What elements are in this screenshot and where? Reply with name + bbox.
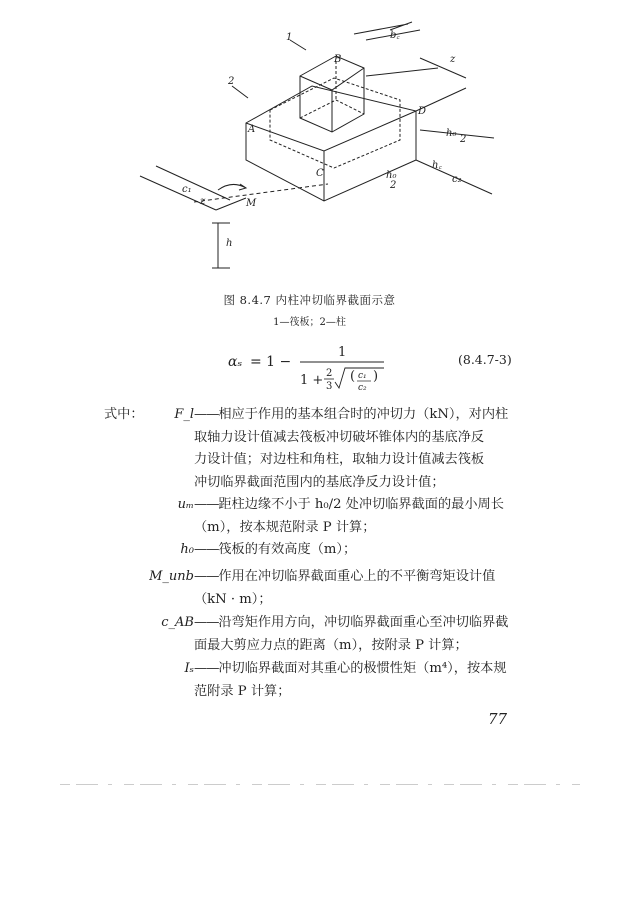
label-z-right: z bbox=[450, 54, 456, 65]
label-leaders bbox=[232, 40, 306, 98]
figure-legend: 1—筏板；2—柱 bbox=[273, 317, 346, 328]
label-h0-a: h₀ bbox=[446, 128, 457, 139]
paren-left: ( bbox=[350, 369, 356, 384]
label-M: M bbox=[246, 198, 257, 209]
term-um: uₘ bbox=[177, 497, 194, 512]
def-Is: ——冲切临界截面对其重心的极惯性矩（m⁴），按本规 范附录 P 计算； bbox=[194, 661, 507, 699]
label-1: 1 bbox=[286, 32, 293, 43]
formula-den-one: 1 + bbox=[300, 373, 324, 388]
label-hc: h꜀ bbox=[432, 160, 442, 171]
column-punching-figure bbox=[120, 18, 520, 280]
equation-number: (8.4.7-3) bbox=[458, 352, 512, 367]
definitions-intro: 式中： bbox=[104, 407, 144, 422]
dimension-c1 bbox=[140, 166, 246, 210]
label-C: C bbox=[316, 168, 324, 179]
formula-8-4-7-3 bbox=[228, 340, 418, 392]
label-bc: b꜀ bbox=[390, 30, 400, 41]
label-D: D bbox=[418, 106, 427, 117]
page-number: 77 bbox=[488, 710, 508, 728]
formula-c2: c₂ bbox=[358, 383, 367, 392]
formula-three: 3 bbox=[326, 381, 333, 392]
label-h0-b: h₀ bbox=[386, 170, 397, 181]
label-A: A bbox=[248, 124, 256, 135]
def-Fl: ——相应于作用的基本组合时的冲切力（kN），对内柱 取轴力设计值减去筏板冲切破坏锥体内的基底净反 力设计值；对边柱和角柱，取轴力设计值减去筏板 冲切临界截面范围内的基底净反力设计值； bbox=[194, 407, 509, 490]
label-2: 2 bbox=[228, 76, 235, 87]
label-B: B bbox=[334, 54, 342, 65]
term-h0: h₀ bbox=[180, 542, 194, 557]
term-Munb: M_unb bbox=[149, 569, 194, 584]
term-Fl: F_l bbox=[174, 407, 194, 422]
formula-two: 2 bbox=[326, 368, 333, 379]
label-h: h bbox=[226, 238, 233, 249]
def-Munb: ——作用在冲切临界截面重心上的不平衡弯矩设计值 （kN · m）； bbox=[194, 569, 496, 607]
def-um: ——距柱边缘不小于 h₀/2 处冲切临界截面的最小周长 （m），按本规范附录 P 计算； bbox=[194, 497, 504, 535]
paren-right: ) bbox=[373, 369, 379, 384]
def-cAB: ——沿弯矩作用方向，冲切临界截面重心至冲切临界截 面最大剪应力点的距离（m），按附录 P 计算； bbox=[194, 615, 509, 653]
label-z-left: z bbox=[200, 196, 206, 207]
label-c2: c₂ bbox=[452, 174, 462, 185]
def-h0: ——筏板的有效高度（m）； bbox=[194, 542, 357, 557]
formula-numerator: 1 bbox=[338, 345, 347, 360]
term-Is: Iₛ bbox=[184, 661, 194, 676]
raft-top-edges bbox=[246, 111, 416, 151]
formula-equals: = 1 − bbox=[250, 354, 292, 370]
formula-lhs: αₛ bbox=[228, 354, 243, 370]
term-cAB: c_AB bbox=[161, 615, 194, 630]
label-2-b: 2 bbox=[390, 180, 397, 191]
figure-caption: 图 8.4.7 内柱冲切临界截面示意 bbox=[223, 293, 396, 307]
label-c1: c₁ bbox=[182, 184, 192, 195]
dimension-bc bbox=[354, 22, 420, 40]
label-2-a: 2 bbox=[460, 134, 467, 145]
page-footer-rule bbox=[60, 784, 580, 785]
formula-c1: c₁ bbox=[358, 371, 367, 381]
